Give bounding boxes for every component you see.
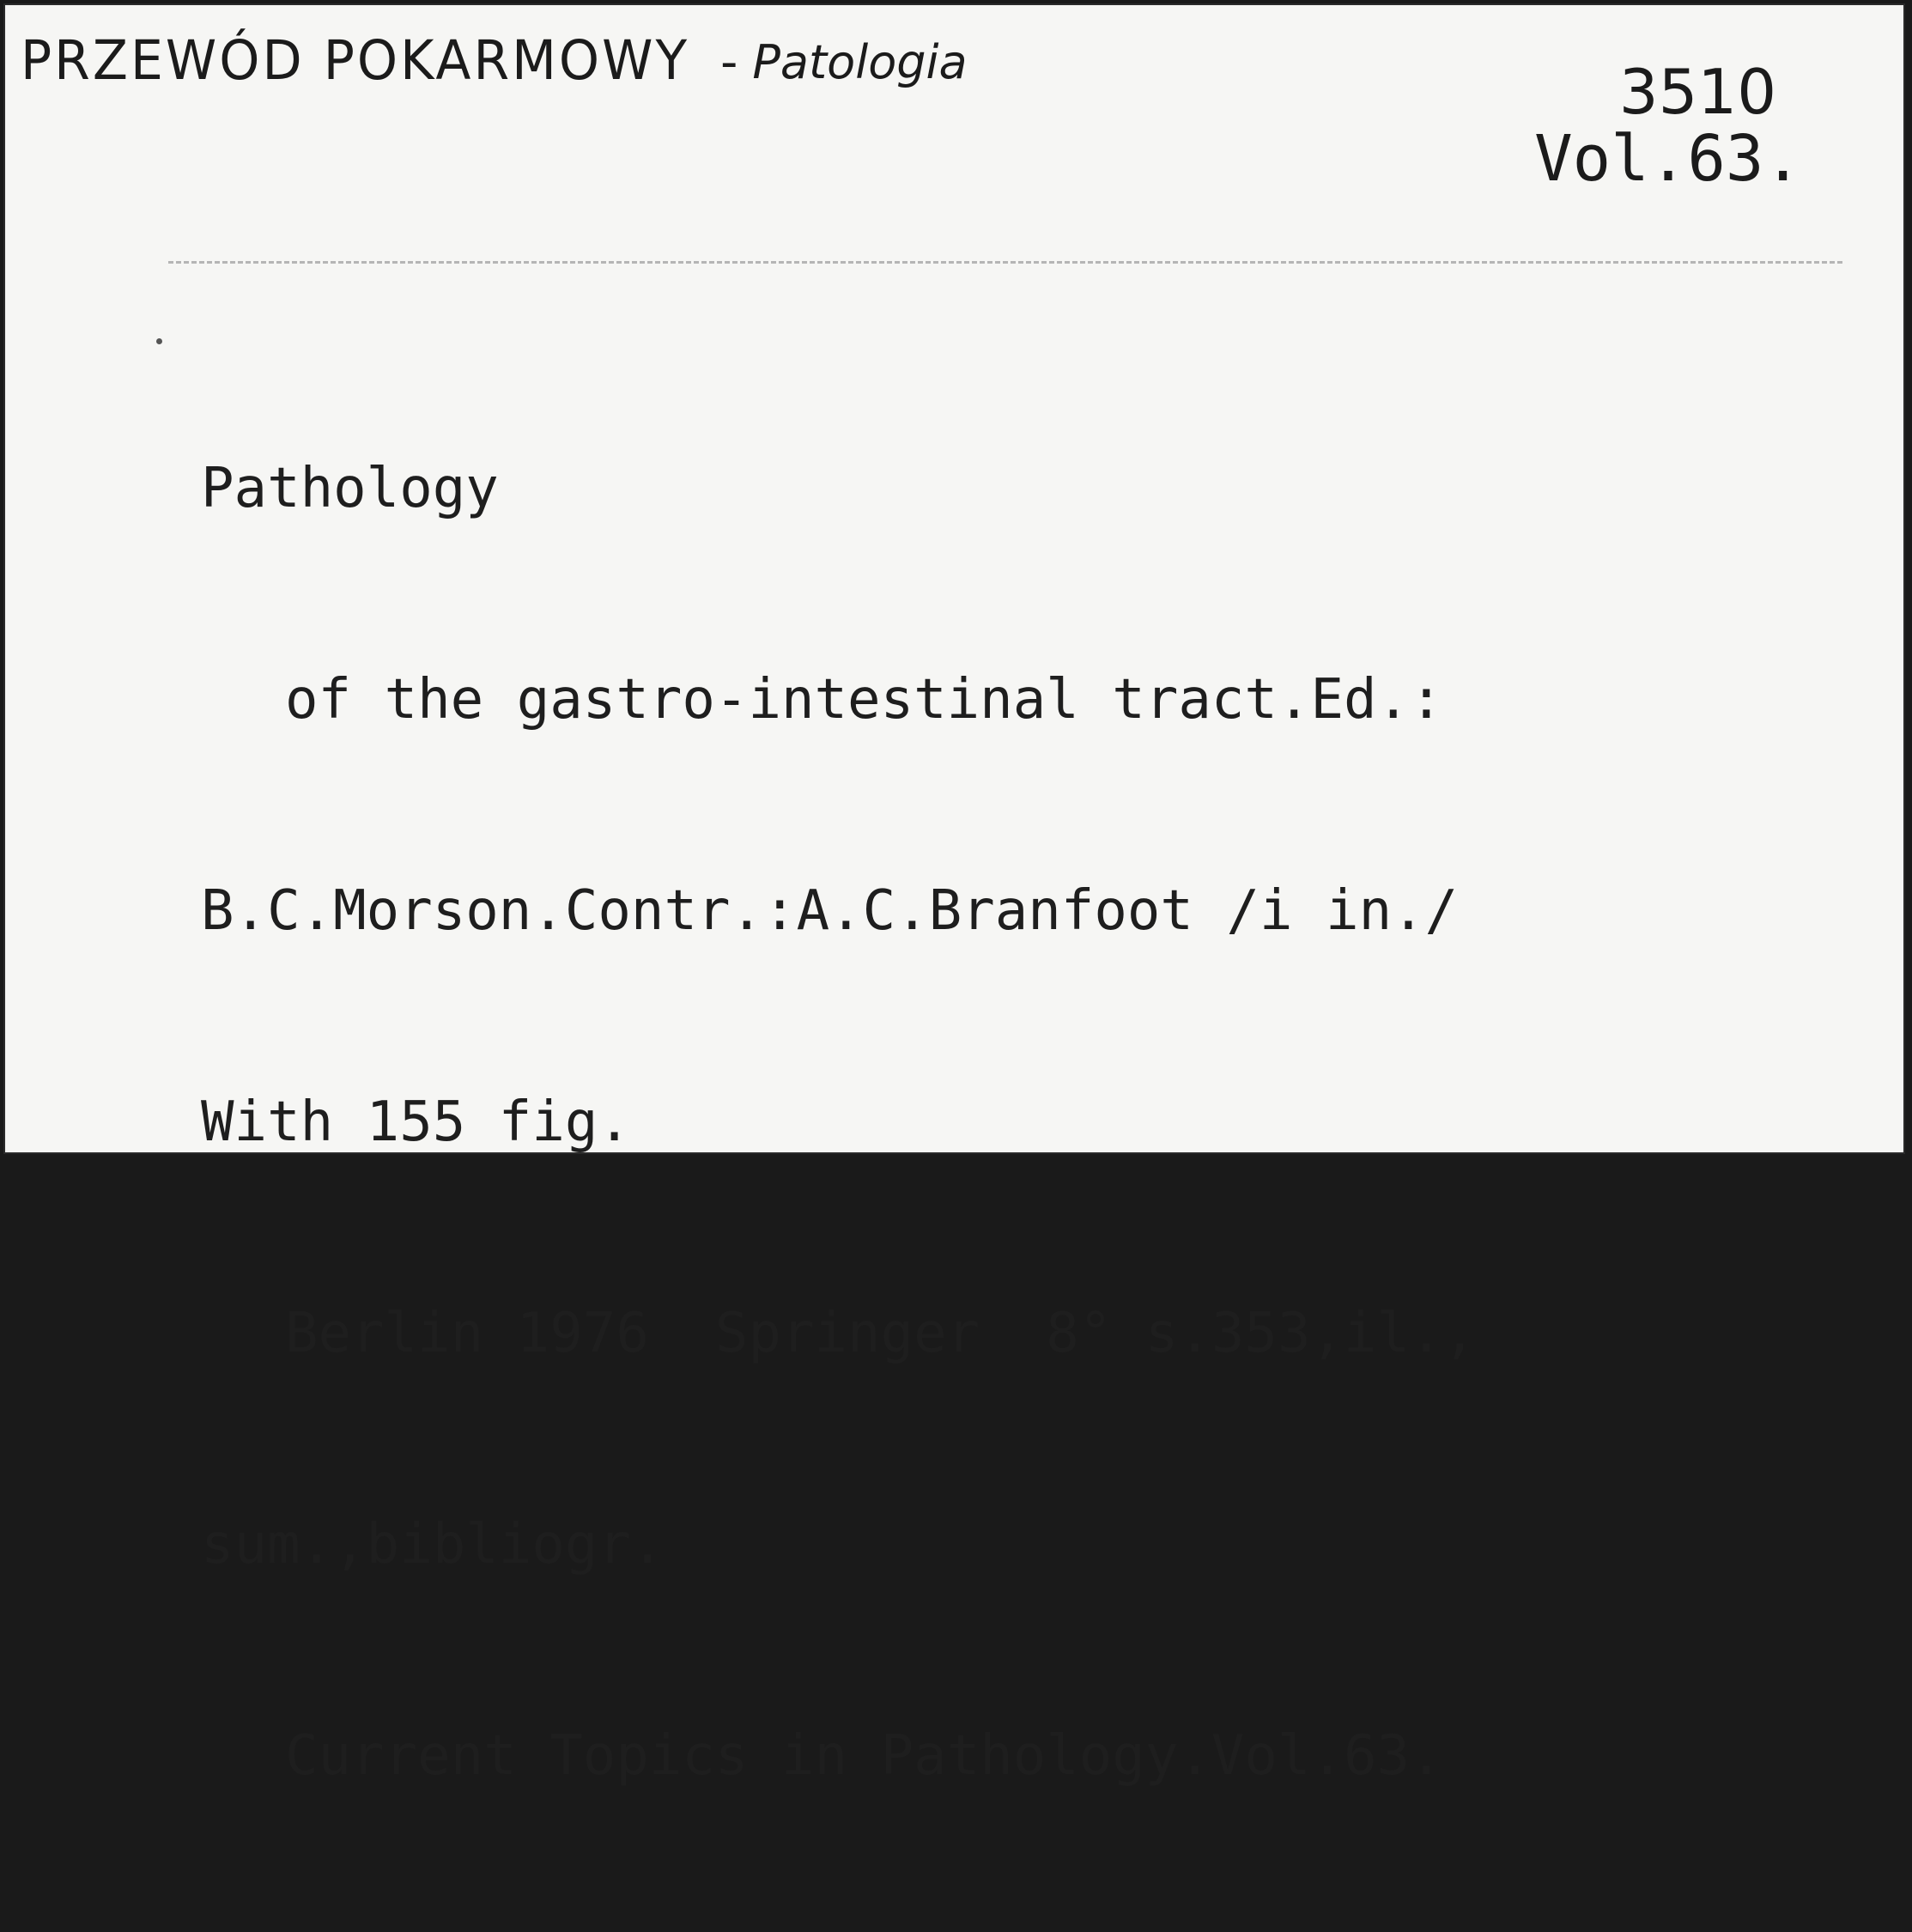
entry-contributors: B.C.Morson.Contr.:A.C.Branfoot /i in./ — [201, 879, 1459, 943]
subject-heading — [21, 31, 968, 91]
subject-subheading: Patologia — [752, 35, 968, 89]
call-number: 3510 — [1618, 56, 1776, 128]
entry-imprint: Berlin 1976 Springer 8° s.353,il., — [285, 1302, 1477, 1365]
entry-bullet-dot — [156, 338, 162, 344]
divider-rule — [168, 261, 1842, 264]
call-number-block — [1534, 56, 1802, 196]
entry-title-line: Pathology — [201, 457, 499, 520]
subject-heading-main: PRZEWÓD POKARMOWY — [21, 29, 690, 93]
catalog-card — [3, 3, 1905, 1788]
entry-title-rest: of the gastro-intestinal tract.Ed.: — [285, 668, 1443, 732]
entry-illustrations: With 155 fig. — [201, 1091, 631, 1154]
heading-separator: - — [720, 34, 741, 90]
entry-notes: sum.,bibliogr. — [201, 1513, 665, 1577]
entry-series: Current Topics in Pathology.Vol.63. — [285, 1724, 1443, 1788]
bibliographic-entry — [201, 313, 1476, 1932]
volume-number: Vol.63. — [1534, 122, 1802, 196]
